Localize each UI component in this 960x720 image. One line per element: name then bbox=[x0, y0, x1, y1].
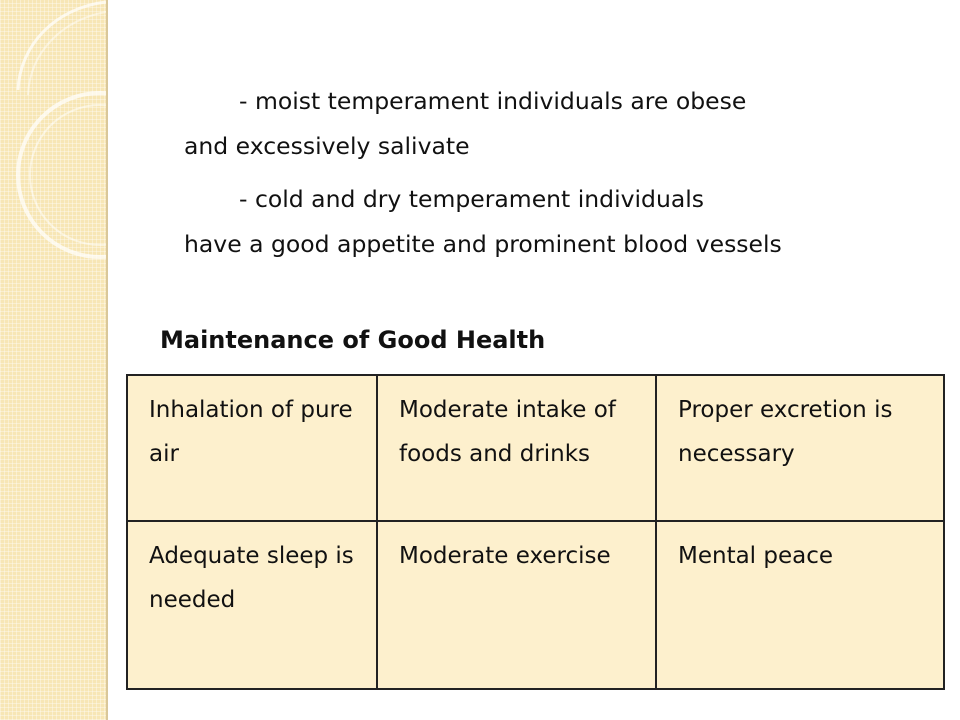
decorative-circles-graphic bbox=[0, 0, 106, 720]
paragraph-moist-temperament bbox=[184, 79, 884, 169]
paragraph-2-lead: - cold and dry temperament individuals bbox=[239, 185, 705, 213]
decorative-side-band bbox=[0, 0, 106, 720]
paragraph-1-lead: - moist temperament individuals are obese bbox=[239, 87, 747, 115]
paragraph-1-rest: and excessively salivate bbox=[184, 132, 470, 160]
health-maintenance-table bbox=[126, 374, 945, 690]
table-row bbox=[127, 375, 944, 521]
table-cell-mental-peace: Mental peace bbox=[656, 521, 944, 689]
table-cell-moderate-exercise: Moderate exercise bbox=[377, 521, 656, 689]
side-divider bbox=[106, 0, 108, 720]
paragraph-2-rest: have a good appetite and prominent blood vessels bbox=[184, 230, 782, 258]
section-heading: Maintenance of Good Health bbox=[160, 326, 546, 354]
paragraph-cold-dry-temperament bbox=[184, 177, 884, 267]
table-cell-pure-air: Inhalation of pure air bbox=[127, 375, 377, 521]
table-row bbox=[127, 521, 944, 689]
table-cell-adequate-sleep: Adequate sleep is needed bbox=[127, 521, 377, 689]
table-cell-moderate-intake: Moderate intake of foods and drinks bbox=[377, 375, 656, 521]
table-cell-proper-excretion: Proper excretion is necessary bbox=[656, 375, 944, 521]
